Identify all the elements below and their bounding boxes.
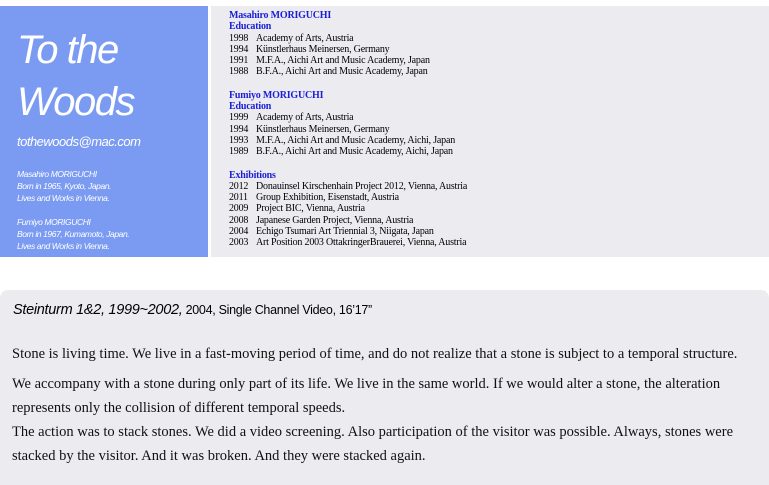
cv-year: 2004 — [229, 226, 249, 238]
brand-panel — [0, 6, 208, 257]
cv-row — [229, 66, 467, 77]
work-title-name: Steinturm 1&2, 1999~2002, — [13, 302, 183, 318]
site-title-line1: To the — [17, 28, 118, 72]
description-paragraph: Stone is living time. We live in a fast-moving period of time, and do not realize that a stone is subject to a temporal structure. — [12, 346, 738, 362]
cv-section-education: Education — [229, 101, 272, 113]
site-title[interactable] — [17, 24, 202, 128]
cv-text: Art Position 2003 OttakringerBrauerei, Vienna, Austria — [256, 237, 467, 249]
bio-line: Masahiro MORIGUCHI — [17, 169, 97, 179]
bio-masahiro — [17, 168, 111, 204]
cv-row — [229, 146, 467, 157]
cv-text: M.F.A., Aichi Art and Music Academy, Aichi, Japan — [256, 134, 456, 146]
cv-text: Japanese Garden Project, Vienna, Austria — [256, 214, 414, 226]
cv-section-education: Education — [229, 21, 272, 33]
cv-year: 1994 — [229, 43, 249, 55]
cv-text: Künstlerhaus Meinersen, Germany — [256, 43, 390, 55]
cv-row — [229, 135, 467, 146]
cv-row — [229, 215, 467, 226]
bio-line: Lives and Works in Vienna. — [17, 241, 110, 251]
cv-year: 2012 — [229, 180, 249, 192]
cv-name-masahiro: Masahiro MORIGUCHI — [229, 10, 332, 21]
work-description — [12, 342, 760, 468]
cv-year: 2009 — [229, 203, 249, 215]
cv-year: 1998 — [229, 32, 249, 44]
bio-line: Fumiyo MORIGUCHI — [17, 217, 91, 227]
bio-line: Born in 1967, Kumamoto, Japan. — [17, 229, 130, 239]
cv-text: B.F.A., Aichi Art and Music Academy, Japan — [256, 66, 428, 78]
description-paragraph: The action was to stack stones. We did a video screening. Also participation of the visitor was possible. Always, stones were stacked by the visitor. And it was broken. And they were stacked again. — [12, 424, 733, 464]
cv-list — [229, 10, 467, 249]
cv-text: Project BIC, Vienna, Austria — [256, 203, 365, 215]
cv-text: Academy of Arts, Austria — [256, 32, 354, 44]
cv-row — [229, 112, 467, 123]
cv-row — [229, 124, 467, 135]
cv-panel — [211, 6, 769, 257]
cv-name-fumiyo: Fumiyo MORIGUCHI — [229, 89, 324, 101]
work-panel — [0, 290, 769, 485]
cv-row — [229, 226, 467, 237]
work-title-meta: 2004, Single Channel Video, 16’17” — [182, 303, 372, 317]
bio-fumiyo — [17, 216, 129, 252]
cv-text: M.F.A., Aichi Art and Music Academy, Japan — [256, 55, 430, 67]
cv-year: 1991 — [229, 55, 249, 67]
cv-section-exhibitions: Exhibitions — [229, 169, 276, 181]
cv-row — [229, 55, 467, 66]
cv-year: 2003 — [229, 237, 249, 249]
cv-year: 2011 — [229, 192, 248, 204]
cv-row — [229, 33, 467, 44]
work-title — [13, 301, 372, 318]
bio-line: Born in 1965, Kyoto, Japan. — [17, 181, 112, 191]
cv-text: Echigo Tsumari Art Triennial 3, Niigata, Japan — [256, 226, 434, 238]
cv-year: 1994 — [229, 123, 249, 135]
cv-row — [229, 203, 467, 214]
cv-year: 1988 — [229, 66, 249, 78]
cv-text: Group Exhibition, Eisenstadt, Austria — [256, 192, 399, 204]
cv-text: Künstlerhaus Meinersen, Germany — [256, 123, 390, 135]
cv-year: 2008 — [229, 214, 249, 226]
bio-line: Lives and Works in Vienna. — [17, 193, 110, 203]
cv-year: 1999 — [229, 112, 249, 124]
cv-row — [229, 181, 467, 192]
cv-row — [229, 237, 467, 248]
site-title-line2: Woods — [17, 80, 134, 124]
email-link[interactable]: tothewoods@mac.com — [17, 134, 141, 149]
cv-year: 1989 — [229, 146, 249, 158]
cv-text: Donauinsel Kirschenhain Project 2012, Vienna, Austria — [256, 180, 468, 192]
cv-row — [229, 44, 467, 55]
cv-text: Academy of Arts, Austria — [256, 112, 354, 124]
cv-year: 1993 — [229, 134, 249, 146]
cv-row — [229, 192, 467, 203]
cv-text: B.F.A., Aichi Art and Music Academy, Aichi, Japan — [256, 146, 453, 158]
description-paragraph: We accompany with a stone during only part of its life. We live in the same world. If we would alter a stone, the alteration represents only the collision of different temporal speeds. — [12, 376, 721, 416]
